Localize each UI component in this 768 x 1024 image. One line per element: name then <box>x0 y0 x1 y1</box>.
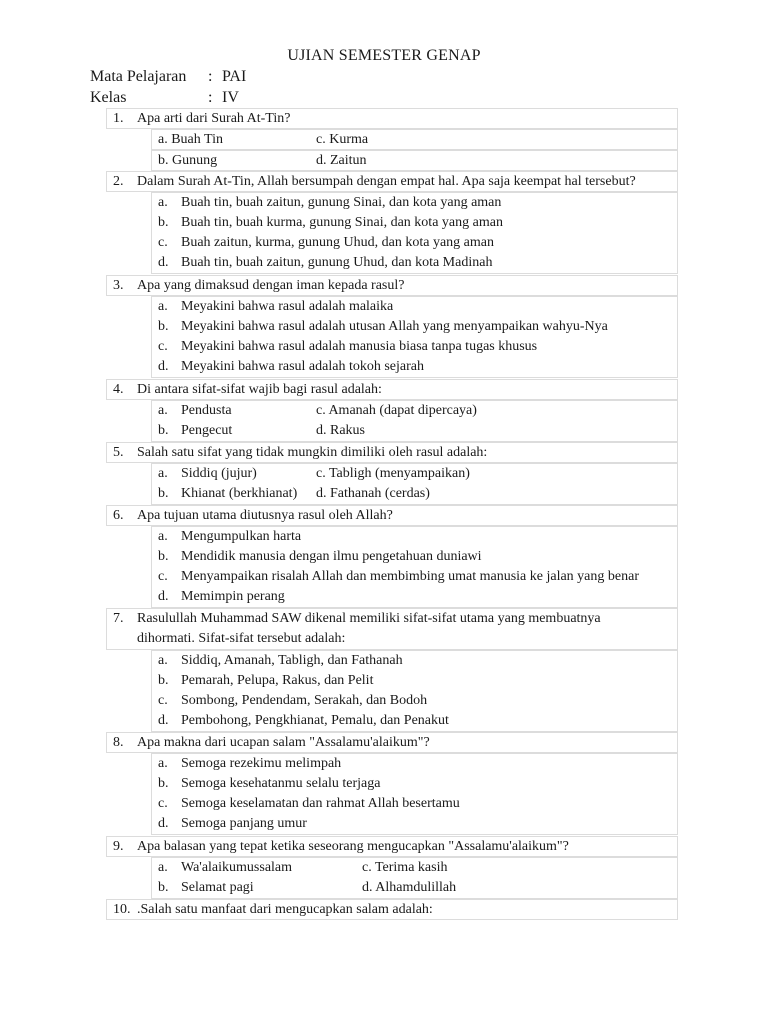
exam-title: UJIAN SEMESTER GENAP <box>287 47 481 64</box>
option-letter: d. <box>158 816 169 831</box>
option-text: Mengumpulkan harta <box>181 529 302 544</box>
question-number: 3. <box>113 278 124 293</box>
subject-value: PAI <box>222 68 247 85</box>
option-letter: a. <box>158 756 168 771</box>
option-text: Pembohong, Pengkhianat, Pemalu, dan Penakut <box>181 713 449 728</box>
option-a-text: Pendusta <box>181 403 232 418</box>
option-letter: c. <box>158 796 168 811</box>
option-c <box>158 233 677 253</box>
question-text: Apa yang dimaksud dengan iman kepada rasul? <box>137 278 405 293</box>
class-label: Kelas <box>90 89 127 106</box>
question-text: Apa balasan yang tepat ketika seseorang mengucapkan "Assalamu'alaikum"? <box>137 839 569 854</box>
option-letter: d. <box>158 713 169 728</box>
question-text: .Salah satu manfaat dari mengucapkan salam adalah: <box>137 902 433 917</box>
question-3 <box>106 275 678 296</box>
option-text: Semoga rezekimu melimpah <box>181 756 342 771</box>
question-8 <box>106 732 678 753</box>
option-b <box>158 547 677 567</box>
option-a-text: Siddiq (jujur) <box>181 466 257 481</box>
option-c: c. Tabligh (menyampaikan) <box>316 466 470 481</box>
option-letter: c. <box>158 693 168 708</box>
option-a <box>158 754 677 774</box>
option-letter: a. <box>158 860 168 875</box>
option-letter: b. <box>158 486 169 501</box>
option-row-1 <box>158 401 677 421</box>
option-c: c. Amanah (dapat dipercaya) <box>316 403 477 418</box>
option-a <box>158 527 677 547</box>
option-text: Memimpin perang <box>181 589 285 604</box>
option-a: a. Buah Tin <box>158 132 223 147</box>
question-7 <box>106 608 678 650</box>
subject-label: Mata Pelajaran <box>90 68 187 85</box>
option-c <box>158 567 677 587</box>
option-letter: b. <box>158 215 169 230</box>
question-number: 5. <box>113 445 124 460</box>
option-text: Siddiq, Amanah, Tabligh, dan Fathanah <box>181 653 403 668</box>
option-d <box>158 253 677 273</box>
option-letter: d. <box>158 359 169 374</box>
option-text: Semoga kesehatanmu selalu terjaga <box>181 776 381 791</box>
option-text: Buah tin, buah zaitun, gunung Uhud, dan kota Madinah <box>181 255 493 270</box>
option-text: Buah tin, buah zaitun, gunung Sinai, dan kota yang aman <box>181 195 502 210</box>
option-text: Menyampaikan risalah Allah dan membimbing umat manusia ke jalan yang benar <box>181 569 639 584</box>
option-d <box>158 357 677 377</box>
option-c: c. Terima kasih <box>362 860 448 875</box>
question-1-options-row-2 <box>151 150 678 171</box>
option-letter: d. <box>158 589 169 604</box>
question-1 <box>106 108 678 129</box>
question-number: 1. <box>113 111 124 126</box>
question-6-options <box>151 526 678 608</box>
option-text: Meyakini bahwa rasul adalah malaika <box>181 299 394 314</box>
question-9 <box>106 836 678 857</box>
question-number: 10. <box>113 902 131 917</box>
option-letter: c. <box>158 339 168 354</box>
option-d <box>158 814 677 834</box>
option-row-1 <box>158 464 677 484</box>
option-text: Buah tin, buah kurma, gunung Sinai, dan kota yang aman <box>181 215 503 230</box>
question-text: Dalam Surah At-Tin, Allah bersumpah dengan empat hal. Apa saja keempat hal tersebut? <box>137 174 636 189</box>
option-letter: b. <box>158 880 169 895</box>
option-text: Semoga panjang umur <box>181 816 307 831</box>
question-3-options <box>151 296 678 378</box>
option-letter: a. <box>158 653 168 668</box>
option-letter: a. <box>158 403 168 418</box>
question-number: 2. <box>113 174 124 189</box>
option-b-text: Khianat (berkhianat) <box>181 486 298 501</box>
option-text: Sombong, Pendendam, Serakah, dan Bodoh <box>181 693 428 708</box>
option-letter: b. <box>158 423 169 438</box>
option-c: c. Kurma <box>316 132 369 147</box>
option-row-2 <box>158 878 677 898</box>
class-colon: : <box>208 89 213 106</box>
option-d: d. Rakus <box>316 423 365 438</box>
class-value: IV <box>222 89 239 106</box>
option-d <box>158 587 677 607</box>
question-9-options <box>151 857 678 899</box>
option-d: d. Alhamdulillah <box>362 880 457 895</box>
option-letter: b. <box>158 549 169 564</box>
question-6 <box>106 505 678 526</box>
option-b: b. Gunung <box>158 153 218 168</box>
option-letter: b. <box>158 319 169 334</box>
question-text: Apa tujuan utama diutusnya rasul oleh Allah? <box>137 508 393 523</box>
option-a <box>158 651 677 671</box>
option-c <box>158 794 677 814</box>
option-letter: b. <box>158 776 169 791</box>
option-row-2 <box>158 421 677 441</box>
option-letter: a. <box>158 529 168 544</box>
option-letter: b. <box>158 673 169 688</box>
subject-line <box>90 68 246 86</box>
question-2 <box>106 171 678 192</box>
question-number: 6. <box>113 508 124 523</box>
question-7-options <box>151 650 678 732</box>
question-10 <box>106 899 678 920</box>
option-b <box>158 213 677 233</box>
question-1-options-row-1 <box>151 129 678 150</box>
question-number: 7. <box>113 611 124 626</box>
question-5-options <box>151 463 678 505</box>
option-b <box>158 671 677 691</box>
question-4 <box>106 379 678 400</box>
option-letter: a. <box>158 299 168 314</box>
question-number: 4. <box>113 382 124 397</box>
option-letter: c. <box>158 235 168 250</box>
option-text: Semoga keselamatan dan rahmat Allah besertamu <box>181 796 460 811</box>
option-letter: a. <box>158 466 168 481</box>
question-4-options <box>151 400 678 442</box>
option-b-text: Selamat pagi <box>181 880 254 895</box>
question-text: Apa arti dari Surah At-Tin? <box>137 111 291 126</box>
option-a <box>158 193 677 213</box>
option-a <box>158 297 677 317</box>
question-number: 8. <box>113 735 124 750</box>
subject-colon: : <box>208 68 213 85</box>
option-b <box>158 317 677 337</box>
option-letter: a. <box>158 195 168 210</box>
option-text: Meyakini bahwa rasul adalah manusia biasa tanpa tugas khusus <box>181 339 538 354</box>
option-c <box>158 691 677 711</box>
question-text: Salah satu sifat yang tidak mungkin dimiliki oleh rasul adalah: <box>137 445 488 460</box>
option-b <box>158 774 677 794</box>
option-text: Meyakini bahwa rasul adalah tokoh sejarah <box>181 359 424 374</box>
option-b-text: Pengecut <box>181 423 233 438</box>
option-d <box>158 711 677 731</box>
option-text: Mendidik manusia dengan ilmu pengetahuan duniawi <box>181 549 482 564</box>
option-d: d. Zaitun <box>316 153 367 168</box>
option-letter: d. <box>158 255 169 270</box>
option-row-1 <box>158 858 677 878</box>
class-line <box>90 89 239 107</box>
question-5 <box>106 442 678 463</box>
question-text: Rasulullah Muhammad SAW dikenal memiliki sifat-sifat utama yang membuatnya dihormati. Sifat-sifat tersebut adalah: <box>137 611 601 646</box>
question-text: Di antara sifat-sifat wajib bagi rasul adalah: <box>137 382 382 397</box>
option-a-text: Wa'alaikumussalam <box>181 860 293 875</box>
option-text: Buah zaitun, kurma, gunung Uhud, dan kota yang aman <box>181 235 494 250</box>
option-letter: c. <box>158 569 168 584</box>
option-d: d. Fathanah (cerdas) <box>316 486 430 501</box>
option-row-2 <box>158 484 677 504</box>
option-text: Pemarah, Pelupa, Rakus, dan Pelit <box>181 673 374 688</box>
question-number: 9. <box>113 839 124 854</box>
option-text: Meyakini bahwa rasul adalah utusan Allah yang menyampaikan wahyu-Nya <box>181 319 608 334</box>
question-8-options <box>151 753 678 835</box>
option-c <box>158 337 677 357</box>
question-text: Apa makna dari ucapan salam "Assalamu'alaikum"? <box>137 735 430 750</box>
question-2-options <box>151 192 678 274</box>
